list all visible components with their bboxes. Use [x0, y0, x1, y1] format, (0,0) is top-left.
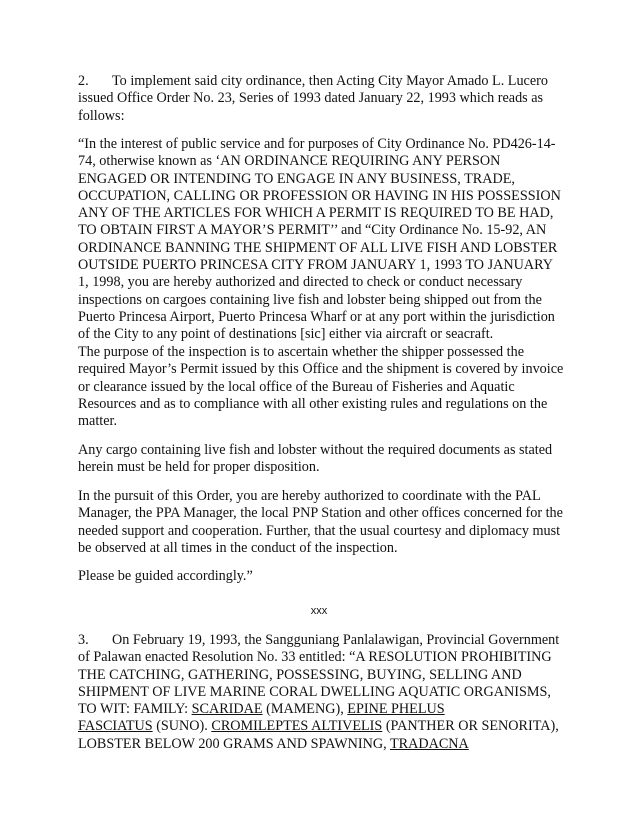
species-name: EPINE PHELUS	[347, 701, 445, 718]
section-3-line: THE CATCHING, GATHERING, POSSESSING, BUYING, SELLING AND	[78, 666, 522, 683]
quote-line: “In the interest of public service and for purposes of City Ordinance No. PD426-14-	[78, 136, 556, 152]
quote-paragraph-3	[78, 442, 578, 477]
quote-paragraph-2	[78, 344, 578, 430]
quote-line: Any cargo containing live fish and lobster without the required documents as stated	[78, 442, 553, 458]
quote-paragraph-5	[78, 568, 578, 585]
quote-line: TO OBTAIN FIRST A MAYOR’S PERMIT’’ and “City Ordinance No. 15-92, AN	[78, 222, 547, 239]
species-name: CROMILEPTES ALTIVELIS	[211, 718, 383, 735]
section-3-paragraph	[78, 632, 578, 753]
section-3-line: FASCIATUS (SUNO). CROMILEPTES ALTIVELIS (PANTHER OR SENORITA),	[78, 718, 559, 735]
section-3-line: LOBSTER BELOW 200 GRAMS AND SPAWNING, TRADACNA	[78, 735, 469, 752]
section-3-number: 3.	[78, 632, 89, 648]
species-name: FASCIATUS	[78, 718, 153, 735]
quote-line: herein must be held for proper disposition.	[78, 459, 320, 476]
section-2-line: 2. To implement said city ordinance, then Acting City Mayor Amado L. Lucero	[78, 73, 548, 89]
quote-line: Resources and as to compliance with all other existing rules and regulations on the	[78, 395, 548, 412]
section-separator: xxx	[310, 605, 328, 617]
quote-line: OUTSIDE PUERTO PRINCESA CITY FROM JANUARY 1, 1993 TO JANUARY	[78, 257, 554, 274]
quote-line: In the pursuit of this Order, you are hereby authorized to coordinate with the PAL	[78, 488, 541, 504]
quote-line: required Mayor’s Permit issued by this Office and the shipment is covered by invoice	[78, 361, 564, 378]
quote-paragraph-1	[78, 136, 578, 344]
quote-line: or clearance issued by the local office of the Bureau of Fisheries and Aquatic	[78, 378, 515, 395]
section-2-line: follows:	[78, 107, 125, 124]
section-2-line: issued Office Order No. 23, Series of 1993 dated January 22, 1993 which reads as	[78, 90, 544, 107]
quote-line: ANY OF THE ARTICLES FOR WHICH A PERMIT IS REQUIRED TO BE HAD,	[78, 205, 554, 222]
quote-line: The purpose of the inspection is to ascertain whether the shipper possessed the	[78, 344, 524, 360]
section-2-number: 2.	[78, 73, 89, 89]
species-name: TRADACNA	[389, 735, 469, 752]
quote-line: inspections on cargoes containing live fish and lobster being shipped out from the	[78, 291, 542, 308]
quote-line: OCCUPATION, CALLING OR PROFESSION OR HAVING IN HIS POSSESSION	[78, 187, 561, 204]
quote-line: ENGAGED OR INTENDING TO ENGAGE IN ANY BUSINESS, TRADE,	[78, 170, 515, 187]
quote-line: Manager, the PPA Manager, the local PNP Station and other offices concerned for the	[78, 505, 563, 522]
quote-line: Please be guided accordingly.”	[78, 568, 253, 584]
quote-line: 1, 1998, you are hereby authorized and directed to check or conduct necessary	[78, 274, 523, 291]
quote-line: of the City to any point of destinations [sic] either via aircraft or seacraft.	[78, 326, 494, 343]
quote-line: 74, otherwise known as ‘AN ORDINANCE REQUIRING ANY PERSON	[78, 153, 501, 170]
quote-line: Puerto Princesa Airport, Puerto Princesa Wharf or at any port within the jurisdiction	[78, 308, 555, 325]
section-3-line: 3. On February 19, 1993, the Sangguniang Panlalawigan, Provincial Government	[78, 632, 560, 648]
quote-line: ORDINANCE BANNING THE SHIPMENT OF ALL LIVE FISH AND LOBSTER	[78, 239, 558, 256]
section-3-line: SHIPMENT OF LIVE MARINE CORAL DWELLING AQUATIC ORGANISMS,	[78, 683, 551, 700]
section-3-line: TO WIT: FAMILY: SCARIDAE (MAMENG), EPINE PHELUS	[78, 701, 445, 718]
quote-line: be observed at all times in the conduct of the inspection.	[78, 539, 398, 556]
species-name: SCARIDAE	[191, 701, 263, 718]
section-3-line: of Palawan enacted Resolution No. 33 entitled: “A RESOLUTION PROHIBITING	[78, 649, 552, 666]
quote-line: needed support and cooperation. Further, that the usual courtesy and diplomacy must	[78, 522, 561, 539]
quote-paragraph-4	[78, 488, 578, 557]
quote-line: matter.	[78, 413, 118, 430]
section-2-paragraph	[78, 73, 578, 125]
